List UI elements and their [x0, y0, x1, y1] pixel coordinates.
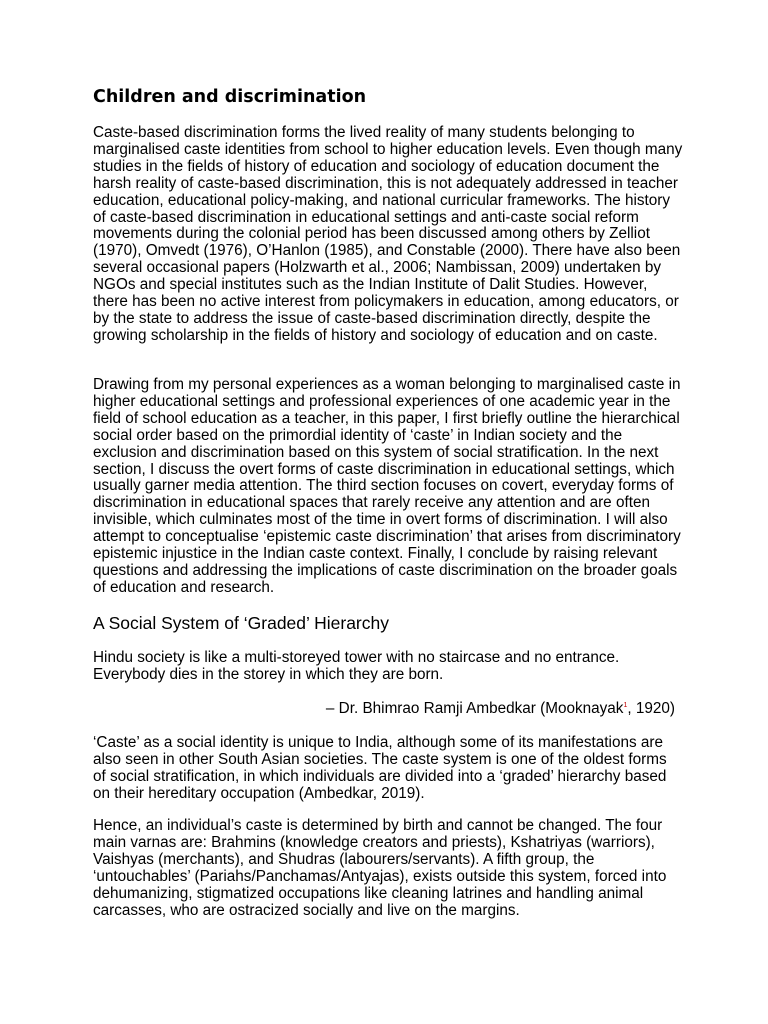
- page-title: Children and discrimination: [93, 87, 367, 107]
- quote-attribution: [93, 700, 675, 717]
- paragraph-caste-definition: ‘Caste’ as a social identity is unique to India, although some of its manifestations are also seen in other South Asian societies. The caste system is one of the oldest forms of social stratification, in which individuals are divided into a ‘graded’ hierarchy based on their hereditary occupation (Ambedkar, 2019).: [93, 734, 667, 802]
- section-heading: A Social System of ‘Graded’ Hierarchy: [93, 613, 389, 633]
- quote-attribution-suffix: , 1920): [627, 700, 675, 717]
- quote-text: Hindu society is like a multi-storeyed tower with no staircase and no entrance. Everybody dies in the storey in which they are born.: [93, 649, 620, 683]
- paragraph-intro: Caste-based discrimination forms the lived reality of many students belonging to marginalised caste identities from school to higher education levels. Even though many studies in the fields of history of education and sociology of education document the harsh reality of caste-based discrimination, this is not adequately addressed in teacher education, educational policy-making, and national curricular frameworks. The history of caste-based discrimination in educational settings and anti-caste social reform movements during the colonial period has been discussed among others by Zelliot (1970), Omvedt (1976), O’Hanlon (1985), and Constable (2000). There have also been several occasional papers (Holzwarth et al., 2006; Nambissan, 2009) undertaken by NGOs and special institutes such as the Indian Institute of Dalit Studies. However, there has been no active interest from policymakers in education, among educators, or by the state to address the issue of caste-based discrimination directly, despite the growing scholarship in the fields of history and sociology of education and on caste.: [93, 124, 683, 344]
- paragraph-outline: Drawing from my personal experiences as a woman belonging to marginalised caste in higher educational settings and professional experiences of one academic year in the field of school education as a teacher, in this paper, I first briefly outline the hierarchical social order based on the primordial identity of ‘caste’ in Indian society and the exclusion and discrimination based on this system of social stratification. In the next section, I discuss the overt forms of caste discrimination in educational settings, which usually garner media attention. The third section focuses on covert, everyday forms of discrimination in educational spaces that rarely receive any attention and are often invisible, which culminates most of the time in overt forms of discrimination. I will also attempt to conceptualise ‘epistemic caste discrimination’ that arises from discriminatory epistemic injustice in the Indian caste context. Finally, I conclude by raising relevant questions and addressing the implications of caste discrimination on the broader goals of education and research.: [93, 376, 681, 596]
- paragraph-varnas: Hence, an individual’s caste is determined by birth and cannot be changed. The four main varnas are: Brahmins (knowledge creators and priests), Kshatriyas (warriors), Vaishyas (merchants), and Shudras (labourers/servants). A fifth group, the ‘untouchables’ (Pariahs/Panchamas/Antyajas), exists outside this system, forced into dehumanizing, stigmatized occupations like cleaning latrines and handling animal carcasses, who are ostracized socially and live on the margins.: [93, 817, 667, 919]
- footnote-link[interactable]: 1: [623, 701, 628, 709]
- quote-attribution-prefix: – Dr. Bhimrao Ramji Ambedkar (Mooknayak: [325, 700, 624, 717]
